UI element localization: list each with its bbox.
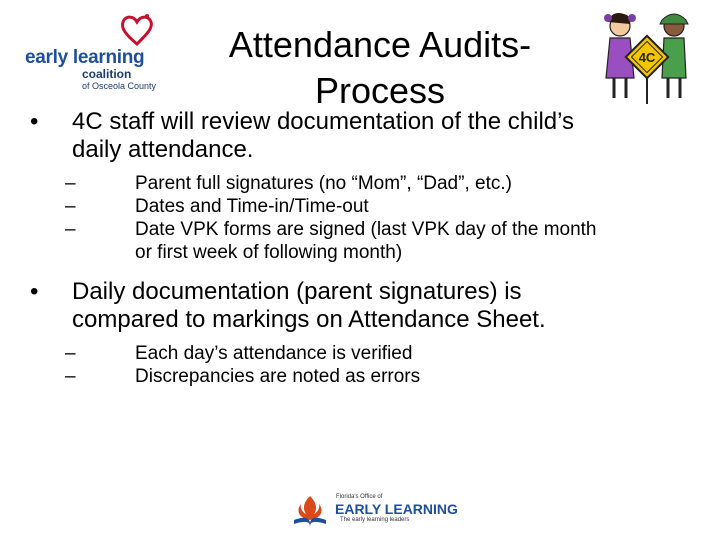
kids-logo-text: 4C [638, 50, 656, 65]
bullet-glyph: • [30, 278, 39, 305]
sub-bullet-line2: or first week of following month) [135, 242, 403, 263]
bullet-1-subitems [30, 172, 700, 264]
sub-bullet [65, 342, 700, 365]
sub-bullet [65, 365, 700, 388]
bullet-2-subitems [30, 342, 700, 388]
sub-bullet [65, 172, 700, 195]
bottom-logo-tag: The early learning leaders [340, 517, 410, 523]
sub-bullet-line1: Parent full signatures (no “Mom”, “Dad”, etc.) [135, 173, 512, 194]
logo-line1: early learning [25, 47, 145, 68]
bullet-1 [30, 108, 700, 164]
slide-title [205, 22, 555, 114]
sub-bullet-line1: Discrepancies are noted as errors [135, 366, 421, 387]
bullet-1-line1: 4C staff will review documentation of the child’s [72, 108, 575, 135]
early-learning-coalition-logo [22, 10, 172, 95]
title-line2: Process [314, 70, 446, 111]
title-line1: Attendance Audits- [228, 24, 532, 65]
bullet-glyph: • [30, 108, 39, 135]
dash-glyph: – [65, 343, 76, 364]
sub-bullet [65, 218, 700, 264]
slide-body [30, 108, 700, 402]
heart-icon [117, 10, 157, 50]
dash-glyph: – [65, 173, 76, 194]
bullet-2 [30, 278, 700, 334]
bullet-2-line2: compared to markings on Attendance Sheet. [72, 306, 546, 333]
bullet-2-line1: Daily documentation (parent signatures) is [72, 278, 522, 305]
office-of-early-learning-logo [288, 492, 458, 528]
dash-glyph: – [65, 366, 76, 387]
bottom-logo-big: EARLY LEARNING [335, 501, 458, 517]
bottom-logo-small: Florida's Office of [336, 494, 383, 500]
sub-bullet-line1: Date VPK forms are signed (last VPK day of the month [135, 219, 597, 240]
flame-book-icon [288, 492, 332, 526]
logo-line2: coalition [82, 67, 132, 81]
children-with-sign-icon [598, 8, 694, 108]
dash-glyph: – [65, 196, 76, 217]
dash-glyph: – [65, 219, 76, 240]
sub-bullet [65, 195, 700, 218]
sub-bullet-line1: Dates and Time-in/Time-out [135, 196, 369, 217]
bullet-1-line2: daily attendance. [72, 136, 254, 163]
sub-bullet-line1: Each day’s attendance is verified [135, 343, 413, 364]
logo-line3: of Osceola County [82, 81, 157, 91]
